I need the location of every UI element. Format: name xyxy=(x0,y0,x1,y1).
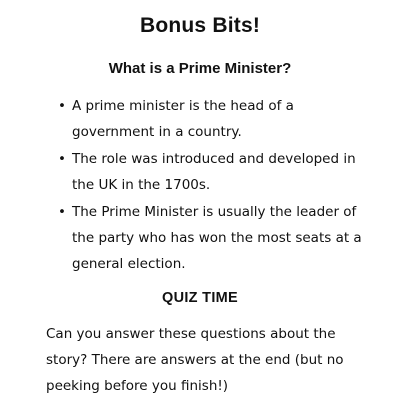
bullet-text: The Prime Minister is usually the leader of the party who has won the most seats at a general election. xyxy=(72,204,362,272)
quiz-intro-text: Can you answer these questions about the story? There are answers at the end (but no peeking before you finish!) xyxy=(46,326,344,394)
bullet-icon: • xyxy=(58,151,66,167)
bullet-text: The role was introduced and developed in the UK in the 1700s. xyxy=(72,151,356,193)
bullet-item xyxy=(58,199,378,277)
bullet-icon: • xyxy=(58,98,66,114)
bullet-icon: • xyxy=(58,204,66,220)
bullet-item xyxy=(58,93,378,145)
quiz-heading: QUIZ TIME xyxy=(162,290,238,306)
bullet-item xyxy=(58,146,378,198)
page-title: Bonus Bits! xyxy=(139,14,261,37)
section-subtitle: What is a Prime Minister? xyxy=(108,60,292,77)
bullet-list xyxy=(58,93,378,278)
bullet-text: A prime minister is the head of a government in a country. xyxy=(72,98,294,140)
